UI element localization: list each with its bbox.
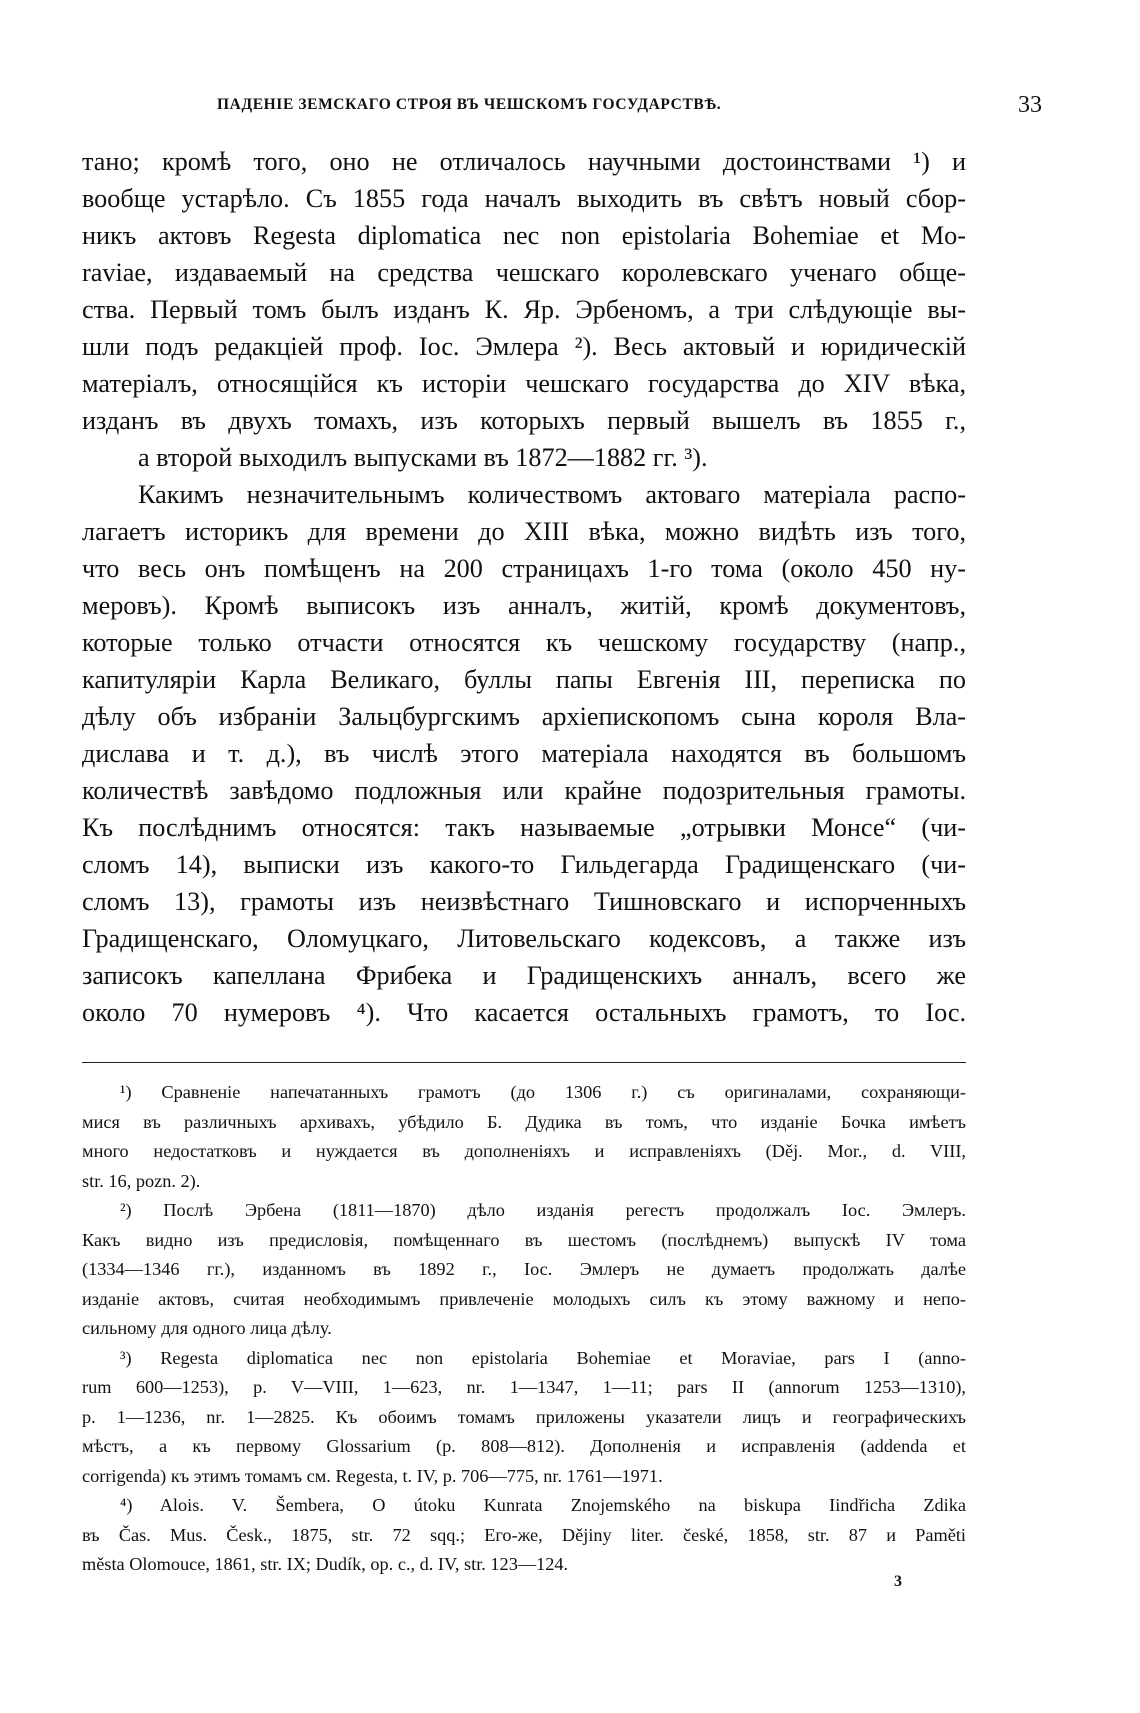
footnote-line: мися въ различныхъ архивахъ, убѣдило Б. Дудика въ томъ, что изданіе Бочка имѣетъ: [82, 1111, 966, 1132]
footnote-divider: [82, 1062, 966, 1063]
footnote-line: (1334—1346 гг.), изданномъ въ 1892 г., Іос. Эмлеръ не думаетъ продолжать далѣе: [82, 1259, 966, 1279]
page-number: 33: [1018, 92, 1042, 118]
body-text: [82, 143, 966, 1031]
body-line: что весь онъ помѣщенъ на 200 страницахъ 1-го тома (около 450 ну-: [82, 554, 966, 583]
footnote-line: въ Čas. Mus. Česk., 1875, str. 72 sqq.; Его-же, Dějiny liter. české, 1858, str. 87 и Paměti: [82, 1524, 966, 1545]
body-line: записокъ капеллана Фрибека и Градищенскихъ анналъ, всего же: [82, 961, 966, 990]
footnote-line: много недостатковъ и нуждается въ дополненіяхъ и исправленіяхъ (Děj. Mor., d. VIII,: [82, 1141, 966, 1161]
body-line: лагаетъ историкъ для времени до XIII вѣка, можно видѣть изъ того,: [82, 517, 966, 546]
footnote-line: města Olomouce, 1861, str. IX; Dudík, op. c., d. IV, str. 123—124.: [82, 1554, 569, 1574]
footnote-line: изданіе актовъ, считая необходимымъ привлеченіе молодыхъ силъ къ этому важному и непо-: [82, 1288, 966, 1309]
footnote-line: p. 1—1236, nr. 1—2825. Къ обоимъ томамъ приложены указатели лицъ и географическихъ: [82, 1406, 966, 1427]
footnote-line: ¹) Сравненіе напечатанныхъ грамотъ (до 1306 г.) съ оригиналами, сохраняющи-: [120, 1082, 966, 1102]
footnote-line: corrigenda) къ этимъ томамъ см. Regesta, t. IV, p. 706—775, nr. 1761—1971.: [82, 1465, 663, 1486]
body-line: сломъ 14), выписки изъ какого-то Гильдегарда Градищенскаго (чи-: [82, 850, 966, 879]
running-title: ПАДЕНІЕ ЗЕМСКАГО СТРОЯ ВЪ ЧЕШСКОМЪ ГОСУДАРСТВѢ.: [217, 96, 722, 113]
footnote-line: Какъ видно изъ предисловія, помѣщеннаго въ шестомъ (послѣднемъ) выпускѣ IV тома: [82, 1229, 966, 1250]
body-line: количествѣ завѣдомо подложныя или крайне подозрительныя грамоты.: [82, 776, 966, 805]
footnote-line: ²) Послѣ Эрбена (1811—1870) дѣло изданія регестъ продолжалъ Іос. Эмлеръ.: [120, 1200, 966, 1220]
body-line: вообще устарѣло. Съ 1855 года началъ выходить въ свѣтъ новый сбор-: [82, 184, 966, 213]
body-line: шли подъ редакціей проф. Іос. Эмлера ²). Весь актовый и юридическій: [82, 332, 966, 361]
body-line: Градищенскаго, Оломуцкаго, Литовельскаго кодексовъ, а также изъ: [82, 924, 966, 953]
body-line: около 70 нумеровъ ⁴). Что касается остальныхъ грамотъ, то Іос.: [82, 998, 966, 1027]
footnote-line: сильному для одного лица дѣлу.: [82, 1318, 332, 1338]
signature-mark: 3: [894, 1573, 902, 1590]
body-line: дѣлу объ избраніи Зальцбургскимъ архіепископомъ сына короля Вла-: [82, 702, 966, 731]
footnote-line: ³) Regesta diplomatica nec non epistolaria Bohemiae et Moraviae, pars I (anno-: [120, 1347, 966, 1368]
body-line: которые только отчасти относятся къ чешскому государству (напр.,: [82, 628, 966, 657]
body-line: дислава и т. д.), въ числѣ этого матеріала находятся въ большомъ: [82, 739, 966, 768]
page-header: [82, 92, 1050, 122]
body-line: изданъ въ двухъ томахъ, изъ которыхъ первый вышелъ въ 1855 г.,: [82, 406, 966, 435]
body-line: raviae, издаваемый на средства чешскаго королевскаго ученаго обще-: [82, 258, 966, 287]
body-line: а второй выходилъ выпусками въ 1872—1882 гг. ³).: [138, 443, 708, 472]
paragraph-start-line: Какимъ незначительнымъ количествомъ актоваго матеріала распо-: [138, 480, 966, 509]
body-line: сломъ 13), грамоты изъ неизвѣстнаго Тишновскаго и испорченныхъ: [82, 887, 966, 916]
footnote-line: мѣстъ, а къ первому Glossarium (p. 808—812). Дополненія и исправленія (addenda et: [82, 1436, 966, 1456]
body-line: меровъ). Кромѣ выписокъ изъ анналъ, житій, кромѣ документовъ,: [82, 591, 966, 620]
body-line: тано; кромѣ того, оно не отличалось научными достоинствами ¹) и: [82, 147, 966, 176]
body-line: матеріалъ, относящійся къ исторіи чешскаго государства до XIV вѣка,: [82, 369, 966, 398]
footnotes: [82, 1078, 966, 1580]
body-line: ства. Первый томъ былъ изданъ К. Яр. Эрбеномъ, а три слѣдующіе вы-: [82, 295, 966, 324]
footnote-line: ⁴) Alois. V. Šembera, O útoku Kunrata Znojemského na biskupa Iindřicha Zdika: [120, 1495, 966, 1515]
body-line: никъ актовъ Regesta diplomatica nec non epistolaria Bohemiae et Mo-: [82, 221, 966, 250]
body-line: капитуляріи Карла Великаго, буллы папы Евгенія III, переписка по: [82, 665, 966, 694]
body-line: Къ послѣднимъ относятся: такъ называемые „отрывки Монсе“ (чи-: [82, 813, 966, 842]
footnote-line: str. 16, pozn. 2).: [82, 1170, 201, 1191]
footnote-line: rum 600—1253), p. V—VIII, 1—623, nr. 1—1347, 1—11; pars II (annorum 1253—1310),: [82, 1377, 966, 1397]
